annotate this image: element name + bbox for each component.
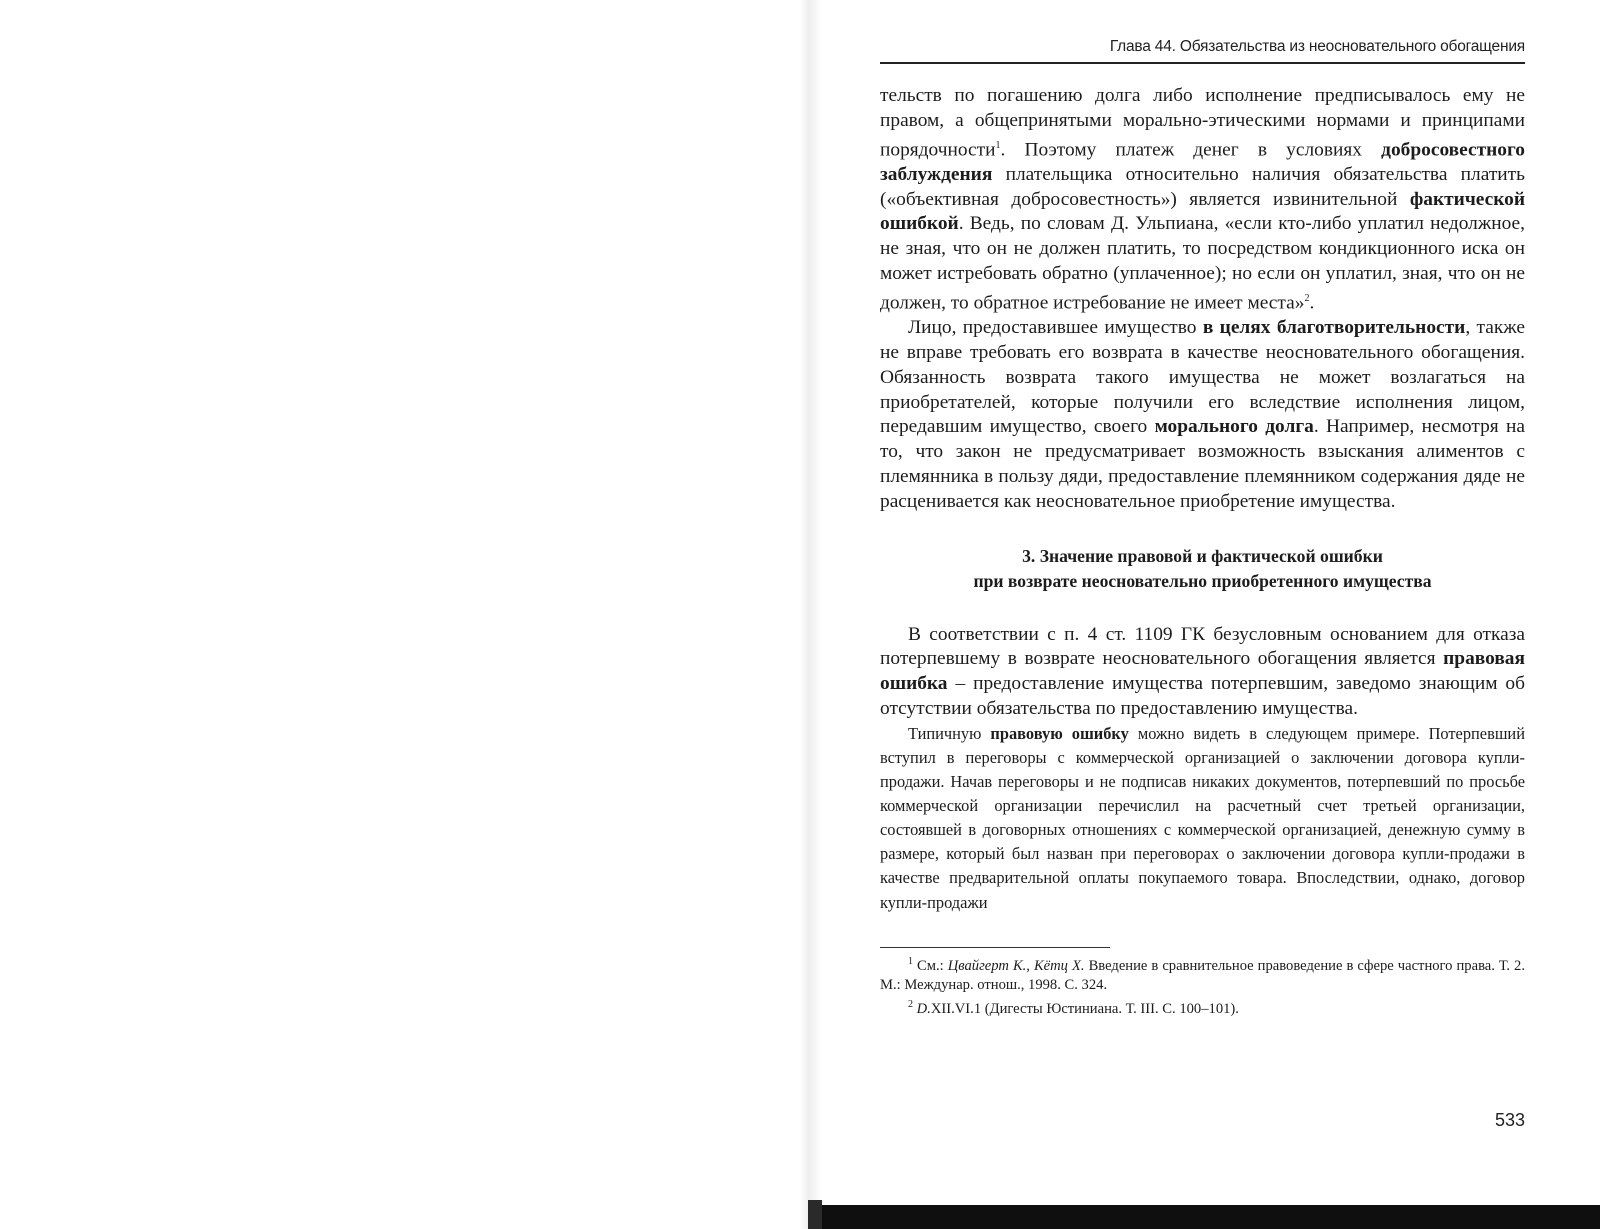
paragraph-4-bold-1: правовую ошибку (990, 723, 1129, 743)
footnote-ref-2: 2 (1304, 292, 1310, 304)
paragraph-2-text-3: . Например, несмотря на то, что закон не предусматривает возможность взыскания алиментов с племянника в пользу дяди, предоставление племянником содержания дяде не расценивается как неосновательное приобретение имущества. (880, 416, 1526, 512)
footnote-1-number: 1 (908, 955, 913, 967)
footnote-divider (880, 947, 1110, 948)
book-spine (800, 0, 822, 1229)
paragraph-3-bold-1: правовая ошибка (880, 648, 1525, 695)
footnote-2-number: 2 (908, 999, 913, 1011)
paragraph-1-bold-2: фактической ошибкой (880, 188, 1525, 235)
paragraph-2 (880, 316, 1525, 514)
paragraph-1-text-2: . Поэтому платеж денег в условиях (1000, 139, 1382, 161)
scan-edge-bottom (822, 1205, 1600, 1229)
book-page (880, 38, 1525, 1019)
paragraph-4-text-2: можно видеть в следующем примере. Потерпевший вступил в переговоры с коммерческой организацией о заключении договора купли-продажи. Начав переговоры и не подписав никаких документов, потерпевший по просьбе коммерческой организации перечислил на расчетный счет третьей организации, состоявшей в договорных отношениях с коммерческой организацией, денежную сумму в размере, который был назван при переговорах о заключении договора купли-продажи в качестве предварительной оплаты покупаемого товара. Впоследствии, однако, договор купли-продажи (880, 723, 1525, 912)
footnote-1-authors: Цвайгерт К., Кётц Х. (947, 957, 1085, 974)
paragraph-1-bold-1: добросовестного заблуждения (880, 139, 1525, 185)
section-heading-line-2: при возврате неосновательно приобретенного имущества (973, 571, 1432, 592)
paragraph-3 (880, 623, 1525, 722)
paragraph-1-text-4: . Ведь, по словам Д. Ульпиана, «если кто-либо уплатил недолжное, не зная, что он не должен платить, то посредством кондикционного иска он может истребовать обратно (уплаченное); но если он уплатил, зная, что он не должен, то обратное истребование не имеет места» (880, 213, 1525, 314)
footnote-ref-1: 1 (995, 139, 1001, 151)
paragraph-1-text-3: плательщика относительно наличия обязательства платить («объективная добросовестность») является извинительной (880, 163, 1525, 210)
paragraph-1 (880, 84, 1525, 316)
page-number: 533 (1494, 1110, 1525, 1130)
paragraph-3-text-1: В соответствии с п. 4 ст. 1109 ГК безусловным основанием для отказа потерпевшему в возврате неосновательного обогащения является (880, 623, 1525, 670)
paragraph-4-text-1: Типичную (908, 723, 991, 743)
scan-edge-left (808, 1200, 822, 1229)
paragraph-3-text-2: – предоставление имущества потерпевшим, заведомо знающим об отсутствии обязательства по предоставлению имущества. (880, 673, 1525, 720)
footnote-2-authors: D. (916, 1001, 931, 1018)
paragraph-2-bold-1: в целях благотворительности (1202, 317, 1466, 339)
section-heading (880, 544, 1525, 593)
paragraph-2-text-2: , также не вправе требовать его возврата в качестве неосновательного обогащения. Обязанность возврата такого имущества не может возлагаться на приобретателей, которые получили его вследствие исполнения лицом, передавшим имущество, своего (880, 317, 1525, 438)
paragraph-1-text-1: тельств по погашению долга либо исполнение предписывалось ему не правом, а общепринятыми морально-этическими нормами и принципами порядочности (880, 85, 1525, 161)
footnote-2-rest: XII.VI.1 (Дигесты Юстиниана. Т. III. С. 100–101). (930, 1001, 1239, 1018)
running-head: Глава 44. Обязательства из неосновательного обогащения (880, 38, 1525, 64)
footnote-1-pre: См.: (913, 957, 948, 974)
section-heading-line-1: 3. Значение правовой и фактической ошибки (1022, 546, 1383, 567)
footnote-2 (880, 995, 1525, 1019)
paragraph-4-example (880, 722, 1525, 915)
footnote-1 (880, 952, 1525, 996)
paragraph-2-text-1: Лицо, предоставившее имущество (908, 317, 1203, 339)
paragraph-1-text-5: . (1309, 292, 1315, 314)
paragraph-2-bold-2: морального долга (1154, 416, 1314, 438)
footnote-1-rest: Введение в сравнительное правоведение в сфере частного права. Т. 2. М.: Междунар. отнош., 1998. С. 324. (880, 957, 1525, 994)
